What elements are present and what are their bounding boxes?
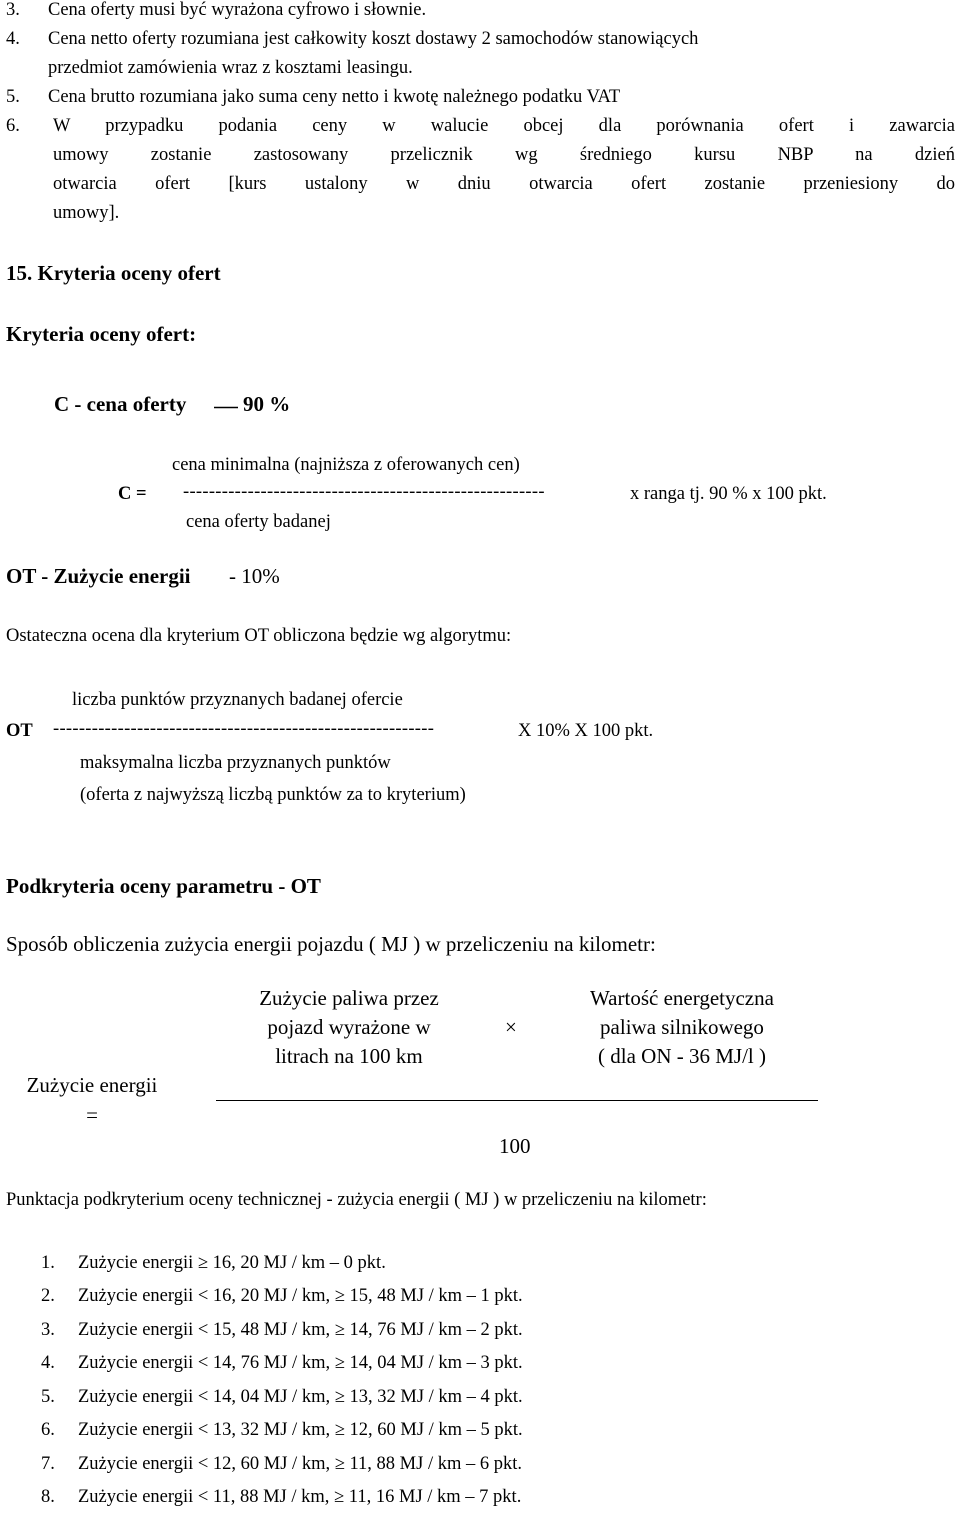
scoring-item-8-text: Zużycie energii < 11, 88 MJ / km, ≥ 11, 16 MJ / km – 7 pkt. [78, 1487, 522, 1507]
criterion-ot-fraction-line: ----------------------------------------------------------- [53, 719, 435, 739]
scoring-item-7-text: Zużycie energii < 12, 60 MJ / km, ≥ 11, 88 MJ / km – 6 pkt. [78, 1454, 522, 1474]
subcriteria-heading: Podkryteria oceny parametru - OT [6, 874, 321, 898]
criterion-ot-denominator-1: maksymalna liczba przyznanych punktów [80, 753, 391, 773]
criterion-ot-numerator: liczba punktów przyznanych badanej ofercie [72, 690, 403, 710]
scoring-item-2-text: Zużycie energii < 16, 20 MJ / km, ≥ 15, 48 MJ / km – 1 pkt. [78, 1286, 523, 1306]
criterion-c-numerator: cena minimalna (najniższa z oferowanych cen) [172, 455, 520, 475]
formula-energy-line-2: paliwa silnikowego [600, 1015, 764, 1039]
scoring-item-4-text: Zużycie energii < 14, 76 MJ / km, ≥ 14, 04 MJ / km – 3 pkt. [78, 1353, 523, 1373]
scoring-item-4-number: 4. [41, 1353, 55, 1373]
formula-fuel-line-1: Zużycie paliwa przez [259, 986, 439, 1010]
formula-energy-line-3: ( dla ON - 36 MJ/l ) [598, 1044, 766, 1068]
condition-4-number: 4. [6, 29, 20, 49]
criterion-c-weight: 90 % [243, 392, 291, 416]
formula-energy-line-1: Wartość energetyczna [590, 986, 774, 1010]
criterion-c-dash [214, 406, 238, 409]
condition-6-line-1: W przypadku podania ceny w walucie obcej dla porównania ofert i zawarcia [53, 116, 955, 136]
condition-5-number: 5. [6, 87, 20, 107]
criterion-ot-intro: Ostateczna ocena dla kryterium OT obliczona będzie wg algorytmu: [6, 626, 512, 646]
condition-4-text-cont: przedmiot zamówienia wraz z kosztami leasingu. [48, 58, 413, 78]
formula-fuel-line-3: litrach na 100 km [275, 1044, 423, 1068]
criterion-c-fraction-line: -------------------------------------------------------- [183, 482, 545, 502]
scoring-item-1-number: 1. [41, 1253, 55, 1273]
criteria-subheading: Kryteria oceny ofert: [6, 322, 197, 346]
scoring-intro: Punktacja podkryterium oceny technicznej - zużycia energii ( MJ ) w przeliczeniu na kilometr: [6, 1190, 707, 1210]
scoring-item-6-text: Zużycie energii < 13, 32 MJ / km, ≥ 12, 60 MJ / km – 5 pkt. [78, 1420, 523, 1440]
scoring-item-5-number: 5. [41, 1387, 55, 1407]
condition-5-text: Cena brutto rozumiana jako suma ceny netto i kwotę należnego podatku VAT [48, 87, 621, 107]
criterion-c-multiplier: x ranga tj. 90 % x 100 pkt. [630, 484, 827, 504]
condition-6-line-4: umowy]. [53, 203, 120, 223]
formula-fuel-line-2: pojazd wyrażone w [267, 1015, 431, 1039]
scoring-item-3-text: Zużycie energii < 15, 48 MJ / km, ≥ 14, 76 MJ / km – 2 pkt. [78, 1320, 523, 1340]
section-15-heading: 15. Kryteria oceny ofert [6, 261, 221, 285]
scoring-item-6-number: 6. [41, 1420, 55, 1440]
formula-times-sign: × [505, 1015, 517, 1039]
scoring-item-1-text: Zużycie energii ≥ 16, 20 MJ / km – 0 pkt. [78, 1253, 386, 1273]
criterion-ot-weight: - 10% [229, 564, 280, 588]
subcriteria-method: Sposób obliczenia zużycia energii pojazdu ( MJ ) w przeliczeniu na kilometr: [6, 932, 656, 956]
scoring-item-5-text: Zużycie energii < 14, 04 MJ / km, ≥ 13, 32 MJ / km – 4 pkt. [78, 1387, 523, 1407]
condition-4-text: Cena netto oferty rozumiana jest całkowity koszt dostawy 2 samochodów stanowiących [48, 29, 699, 49]
criterion-ot-denominator-2: (oferta z najwyższą liczbą punktów za to kryterium) [80, 785, 466, 805]
criterion-ot-multiplier: X 10% X 100 pkt. [518, 721, 654, 741]
scoring-item-3-number: 3. [41, 1320, 55, 1340]
scoring-item-8-number: 8. [41, 1487, 55, 1507]
criterion-c-label: C = [118, 484, 147, 504]
condition-3-number: 3. [6, 0, 20, 20]
criterion-ot-label: OT [6, 721, 33, 741]
condition-3-text: Cena oferty musi być wyrażona cyfrowo i słownie. [48, 0, 427, 20]
criterion-c-title: C - cena oferty [54, 392, 187, 416]
scoring-item-7-number: 7. [41, 1454, 55, 1474]
criterion-c-denominator: cena oferty badanej [186, 512, 331, 532]
formula-fraction-bar [216, 1100, 818, 1101]
criterion-ot-title: OT - Zużycie energii [6, 564, 191, 588]
scoring-item-2-number: 2. [41, 1286, 55, 1306]
formula-divisor: 100 [499, 1134, 531, 1158]
condition-6-line-3: otwarcia ofert [kurs ustalony w dniu otwarcia ofert zostanie przeniesiony do [53, 174, 955, 194]
formula-equals-sign: = [86, 1103, 98, 1127]
condition-6-number: 6. [6, 116, 20, 136]
formula-left-label: Zużycie energii [26, 1073, 158, 1097]
condition-6-line-2: umowy zostanie zastosowany przelicznik wg średniego kursu NBP na dzień [53, 145, 955, 165]
